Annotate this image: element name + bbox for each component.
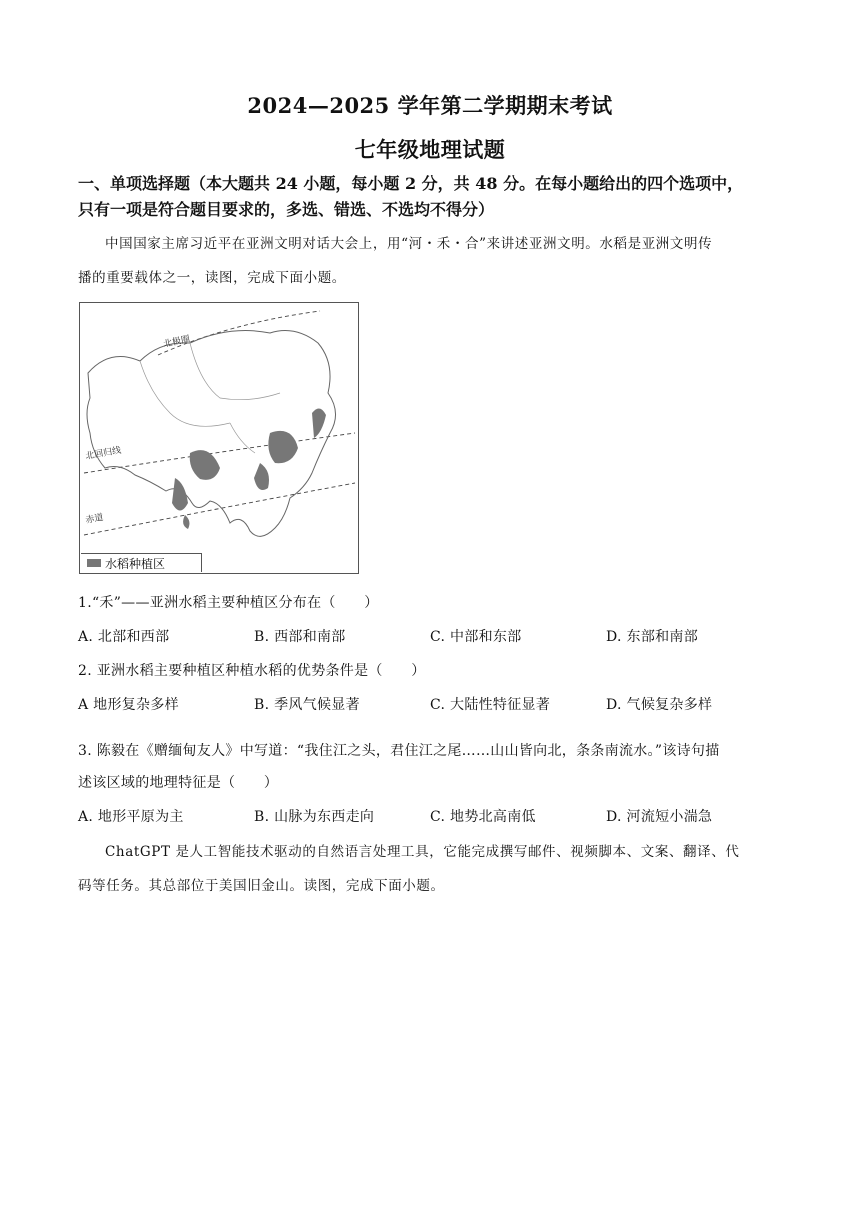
question-2-option-b[interactable]: B. 季风气候显著 <box>254 697 360 713</box>
border-line <box>140 361 230 426</box>
question-1-stem: 1.“禾”——亚洲水稻主要种植区分布在（ ） <box>78 595 379 611</box>
exam-subtitle: 七年级地理试题 <box>354 137 506 162</box>
label-arctic-circle: 北极圈 <box>162 334 192 350</box>
question-3-option-c[interactable]: C. 地势北高南低 <box>430 809 536 825</box>
intro-paragraph-1-line2: 播的重要载体之一，读图，完成下面小题。 <box>78 270 346 286</box>
rice-area-south-asia <box>190 450 220 480</box>
arctic-circle-line <box>158 311 320 355</box>
intro-paragraph-2-line1: ChatGPT 是人工智能技术驱动的自然语言处理工具，它能完成撰写邮件、视频脚本、文案、翻译、代 <box>105 844 740 860</box>
rice-area-southeast-asia <box>254 463 269 490</box>
question-1-option-b[interactable]: B. 西部和南部 <box>254 629 346 645</box>
label-equator: 赤道 <box>84 512 105 526</box>
intro-paragraph-1-line1: 中国国家主席习近平在亚洲文明对话大会上，用“河・禾・合”来讲述亚洲文明。水稻是亚洲文明传 <box>105 236 713 252</box>
question-3-option-b[interactable]: B. 山脉为东西走向 <box>254 809 375 825</box>
label-tropic: 北回归线 <box>84 445 122 462</box>
map-drawing <box>80 303 358 573</box>
legend-swatch <box>87 559 101 567</box>
rice-area-sri-lanka <box>183 515 189 529</box>
asia-outline <box>87 331 336 537</box>
section-heading-line1: 一、单项选择题（本大题共 24 小题，每小题 2 分，共 48 分。在每小题给出的四个选项中， <box>78 174 744 193</box>
equator-line <box>84 483 355 535</box>
asia-rice-map <box>79 302 359 574</box>
question-2-stem: 2. 亚洲水稻主要种植区种植水稻的优势条件是（ ） <box>78 663 426 679</box>
question-1-option-a[interactable]: A. 北部和西部 <box>78 629 170 645</box>
exam-title: 2024—2025 学年第二学期期末考试 <box>247 93 613 118</box>
question-2-option-d[interactable]: D. 气候复杂多样 <box>606 697 713 713</box>
question-3-stem-line1: 3. 陈毅在《赠缅甸友人》中写道：“我住江之头，君住江之尾……山山皆向北，条条南流水。”该诗句描 <box>78 743 720 759</box>
rice-area-japan <box>312 408 326 438</box>
question-3-option-d[interactable]: D. 河流短小湍急 <box>606 809 713 825</box>
border-line <box>190 343 280 400</box>
border-line <box>230 423 255 453</box>
rice-area-india <box>172 478 188 511</box>
section-heading-line2: 只有一项是符合题目要求的，多选、错选、不选均不得分） <box>78 200 495 219</box>
question-3-stem-line2: 述该区域的地理特征是（ ） <box>78 775 279 791</box>
rice-area-china <box>268 431 298 463</box>
question-1-option-c[interactable]: C. 中部和东部 <box>430 629 522 645</box>
question-1-option-d[interactable]: D. 东部和南部 <box>606 629 699 645</box>
legend-label: 水稻种植区 <box>105 556 166 571</box>
map-legend <box>81 553 202 572</box>
question-2-option-c[interactable]: C. 大陆性特征显著 <box>430 697 551 713</box>
question-3-option-a[interactable]: A. 地形平原为主 <box>78 809 184 825</box>
question-2-option-a[interactable]: A 地形复杂多样 <box>78 697 179 713</box>
intro-paragraph-2-line2: 码等任务。其总部位于美国旧金山。读图，完成下面小题。 <box>78 878 445 894</box>
